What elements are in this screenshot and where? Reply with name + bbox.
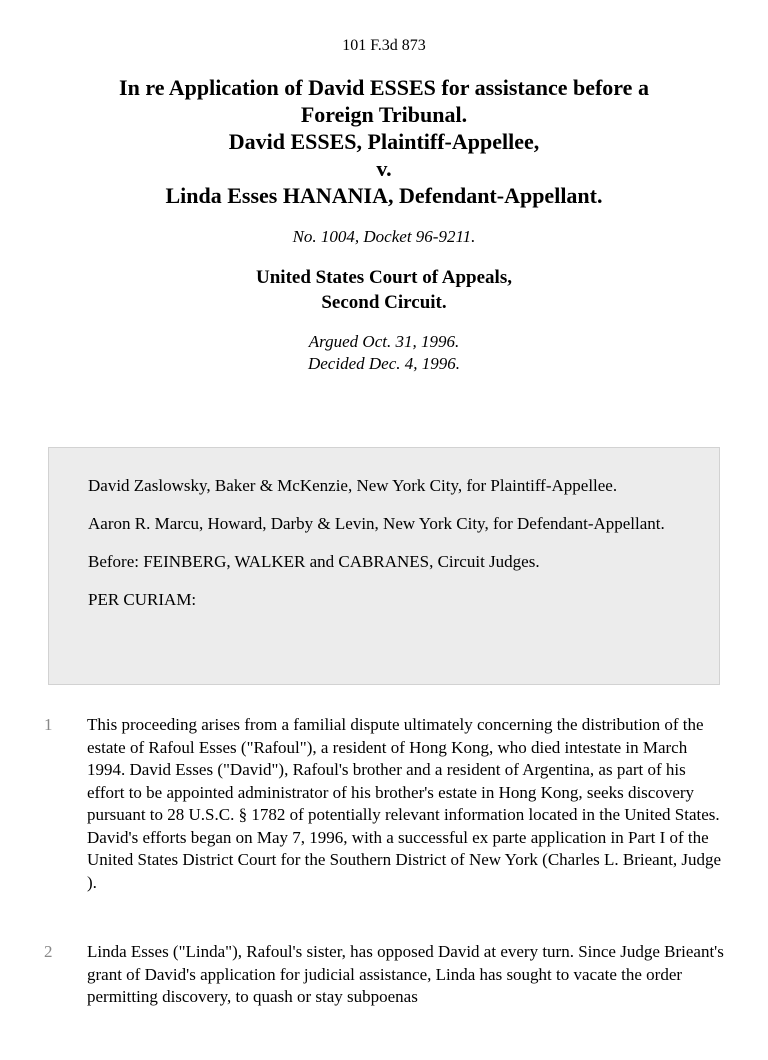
counsel-box (48, 447, 720, 685)
decided-date: Decided Dec. 4, 1996. (307, 354, 460, 373)
paragraph-text: This proceeding arises from a familial dispute ultimately concerning the distribution of the estate of Rafoul Esses ("Rafoul"), a resident of Hong Kong, who died intestate in March 1994. David Esses ("David"), Rafoul's brother and a resident of Argentina, as part of his effort to be appointed administrator of his brother's estate in Hong Kong, seeks discovery pursuant to 28 U.S.C. § 1782 of potentially relevant information located in the United States. David's efforts began on May 7, 1996, with a successful ex parte application in Part I of the United States District Court for the Southern District of New York (Charles L. Brieant, Judge ). (87, 715, 722, 892)
paragraph-number: 1 (44, 715, 53, 734)
citation: 101 F.3d 873 (342, 37, 426, 54)
docket-number: No. 1004, Docket 96-9211. (292, 227, 476, 246)
paragraph-text: Linda Esses ("Linda"), Rafoul's sister, has opposed David at every turn. Since Judge Brieant's grant of David's application for judicial assistance, Linda has sought to vacate the order permitting discovery, to quash or stay subpoenas (87, 942, 724, 1006)
per-curiam: PER CURIAM: (88, 590, 197, 609)
counsel-plaintiff: David Zaslowsky, Baker & McKenzie, New York City, for Plaintiff-Appellee. (88, 476, 618, 495)
court-name-line: United States Court of Appeals, (256, 267, 512, 288)
case-title-line: David ESSES, Plaintiff-Appellee, (228, 129, 540, 154)
argued-date: Argued Oct. 31, 1996. (308, 332, 460, 351)
judges-panel: Before: FEINBERG, WALKER and CABRANES, Circuit Judges. (88, 552, 540, 571)
case-title-line: v. (376, 156, 392, 181)
court-name-line: Second Circuit. (321, 292, 447, 313)
case-dates (0, 331, 768, 375)
case-title (34, 74, 734, 209)
counsel-defendant: Aaron R. Marcu, Howard, Darby & Levin, New York City, for Defendant-Appellant. (88, 514, 665, 533)
paragraph-number: 2 (44, 942, 53, 961)
case-title-line: Foreign Tribunal. (300, 102, 468, 127)
court-name (0, 265, 768, 315)
case-title-line: In re Application of David ESSES for assistance before a (119, 75, 649, 100)
case-title-line: Linda Esses HANANIA, Defendant-Appellant. (165, 183, 603, 208)
